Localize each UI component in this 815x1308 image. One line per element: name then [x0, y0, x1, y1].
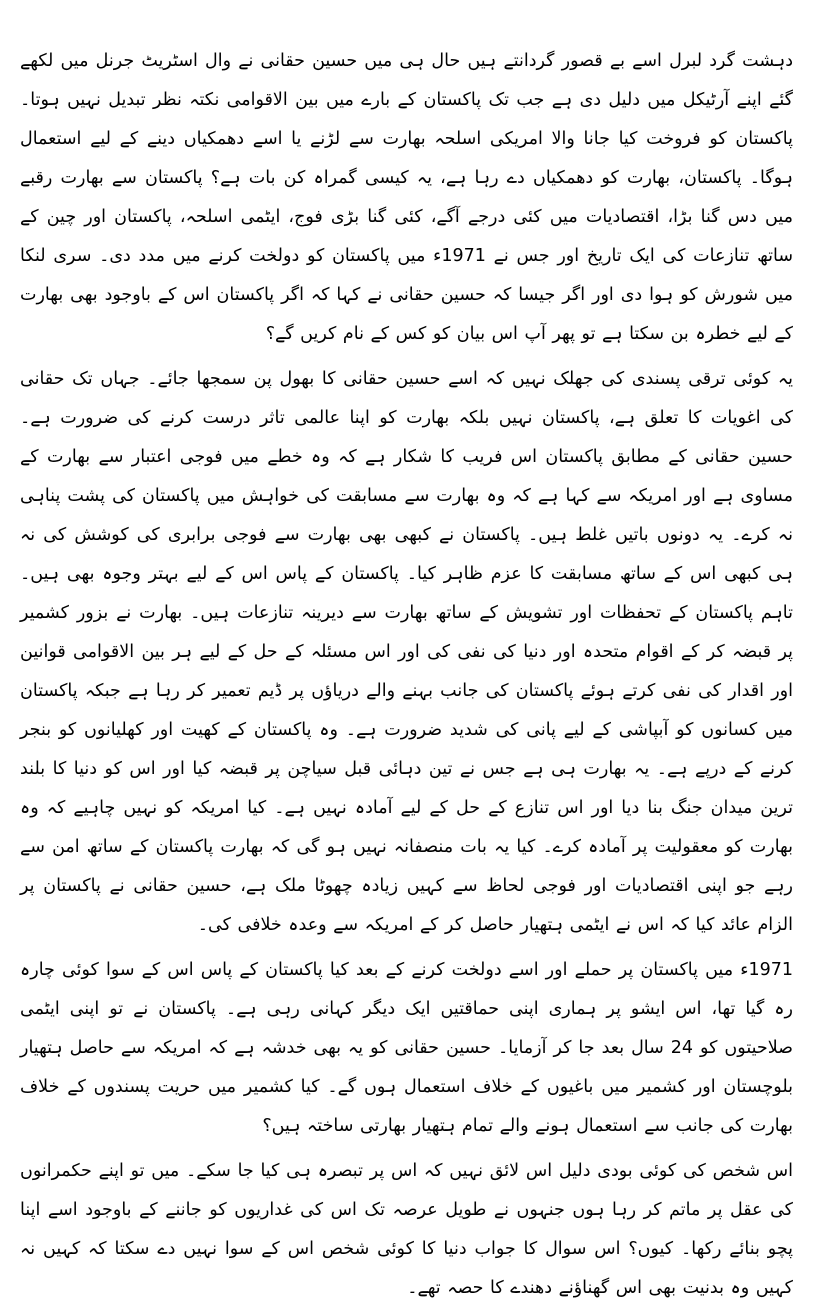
- paragraph-1: دہشت گرد لبرل اسے بے قصور گردانتے ہیں حال ہی میں حسین حقانی نے وال اسٹریٹ جرنل میں لکھے گئے اپنے آرٹیکل میں دلیل دی ہے جب تک پاکستان کے بارے میں بین الاقوامی نکتہ نظر تبدیل نہیں ہوتا۔ پاکستان کو فروخت کیا جانا والا امریکی اسلحہ بھارت سے لڑنے یا اسے دھمکیاں دینے کے لیے استعمال ہوگا۔ پاکستان، بھارت کو دھمکیاں دے رہا ہے، یہ کیسی گمراہ کن بات ہے؟ پاکستان سے بھارت رقبے میں دس گنا بڑا، اقتصادیات میں کئی درجے آگے، کئی گنا بڑی فوج، ایٹمی اسلحہ، پاکستان اور چین کے ساتھ تنازعات کی ایک تاریخ اور جس نے 1971ء میں پاکستان کو دولخت کرنے میں مدد دی۔ سری لنکا میں شورش کو ہوا دی اور اگر جیسا کہ حسین حقانی نے کہا کہ اگر پاکستان اس کے باوجود بھی بھارت کے لیے خطرہ بن سکتا ہے تو پھر آپ اس بیان کو کس کے نام کریں گے؟: [20, 51, 793, 344]
- paragraph-4: اس شخص کی کوئی بودی دلیل اس لائق نہیں کہ اس پر تبصرہ ہی کیا جا سکے۔ میں تو اپنے حکمرانوں کی عقل پر ماتم کر رہا ہوں جنہوں نے طویل عرصہ تک اس کی غداریوں کو جاننے کے باوجود اسے اپنا پچو بنائے رکھا۔ کیوں؟ اس سوال کا جواب دنیا کا کوئی شخص اس کے سوا نہیں دے سکتا کہ کہیں نہ کہیں وہ بدنیت بھی اس گھناؤنے دھندے کا حصہ تھے۔: [20, 1161, 793, 1298]
- paragraph-3: 1971ء میں پاکستان پر حملے اور اسے دولخت کرنے کے بعد کیا پاکستان کے پاس اس کے سوا کوئی چارہ رہ گیا تھا، اس ایشو پر ہماری اپنی حماقتیں ایک دیگر کہانی رہی ہے۔ پاکستان نے تو اپنی ایٹمی صلاحیتوں کو 24 سال بعد جا کر آزمایا۔ حسین حقانی کو یہ بھی خدشہ ہے کہ امریکہ سے حاصل ہتھیار بلوچستان اور کشمیر میں باغیوں کے خلاف استعمال ہوں گے۔ کیا کشمیر میں حریت پسندوں کے خلاف بھارت کی جانب سے استعمال ہونے والے تمام ہتھیار بھارتی ساختہ ہیں؟: [20, 960, 793, 1136]
- paragraph-2: یہ کوئی ترقی پسندی کی جھلک نہیں کہ اسے حسین حقانی کا بھول پن سمجھا جائے۔ جہاں تک حقانی کی اغویات کا تعلق ہے، پاکستان نہیں بلکہ بھارت کو اپنا عالمی تاثر درست کرنے کی ضرورت ہے۔ حسین حقانی کے مطابق پاکستان اس فریب کا شکار ہے کہ وہ خطے میں فوجی اعتبار سے بھارت کے مساوی ہے اور امریکہ سے کہا ہے کہ وہ بھارت سے مسابقت کی خواہش میں پاکستان کی پشت پناہی نہ کرے۔ یہ دونوں باتیں غلط ہیں۔ پاکستان نے کبھی بھی بھارت سے فوجی برابری کی کوشش کی نہ ہی کبھی اس کے ساتھ مسابقت کا عزم ظاہر کیا۔ پاکستان کے پاس اس کے لیے بہتر وجوہ بھی ہیں۔ تاہم پاکستان کے تحفظات اور تشویش کے ساتھ بھارت سے دیرینہ تنازعات ہیں۔ بھارت نے بزور کشمیر پر قبضہ کر کے اقوام متحدہ اور دنیا کی نفی کی اور اس مسئلہ کے حل کے لیے ہر بین الاقوامی قوانین اور اقدار کی نفی کرتے ہوئے پاکستان کی جانب بہنے والے دریاؤں پر ڈیم تعمیر کر رہا ہے جبکہ پاکستان میں کسانوں کو آبپاشی کے لیے پانی کی شدید ضرورت ہے۔ وہ پاکستان کے کھیت اور کھلیانوں کو بنجر کرنے کے درپے ہے۔ یہ بھارت ہی ہے جس نے تین دہائی قبل سیاچن پر قبضہ کیا اور اس کو دنیا کا بلند ترین میدان جنگ بنا دیا اور اس تنازع کے حل کے لیے آمادہ نہیں ہے۔ کیا امریکہ کو نہیں چاہیے کہ وہ بھارت کو معقولیت پر آمادہ کرے۔ کیا یہ بات منصفانہ نہیں ہو گی کہ بھارت پاکستان کے ساتھ امن سے رہے جو اپنی اقتصادیات اور فوجی لحاظ سے کہیں زیادہ چھوٹا ملک ہے، حسین حقانی نے پاکستان پر الزام عائد کیا کہ اس نے ایٹمی ہتھیار حاصل کر کے امریکہ سے وعدہ خلافی کی۔: [20, 369, 793, 935]
